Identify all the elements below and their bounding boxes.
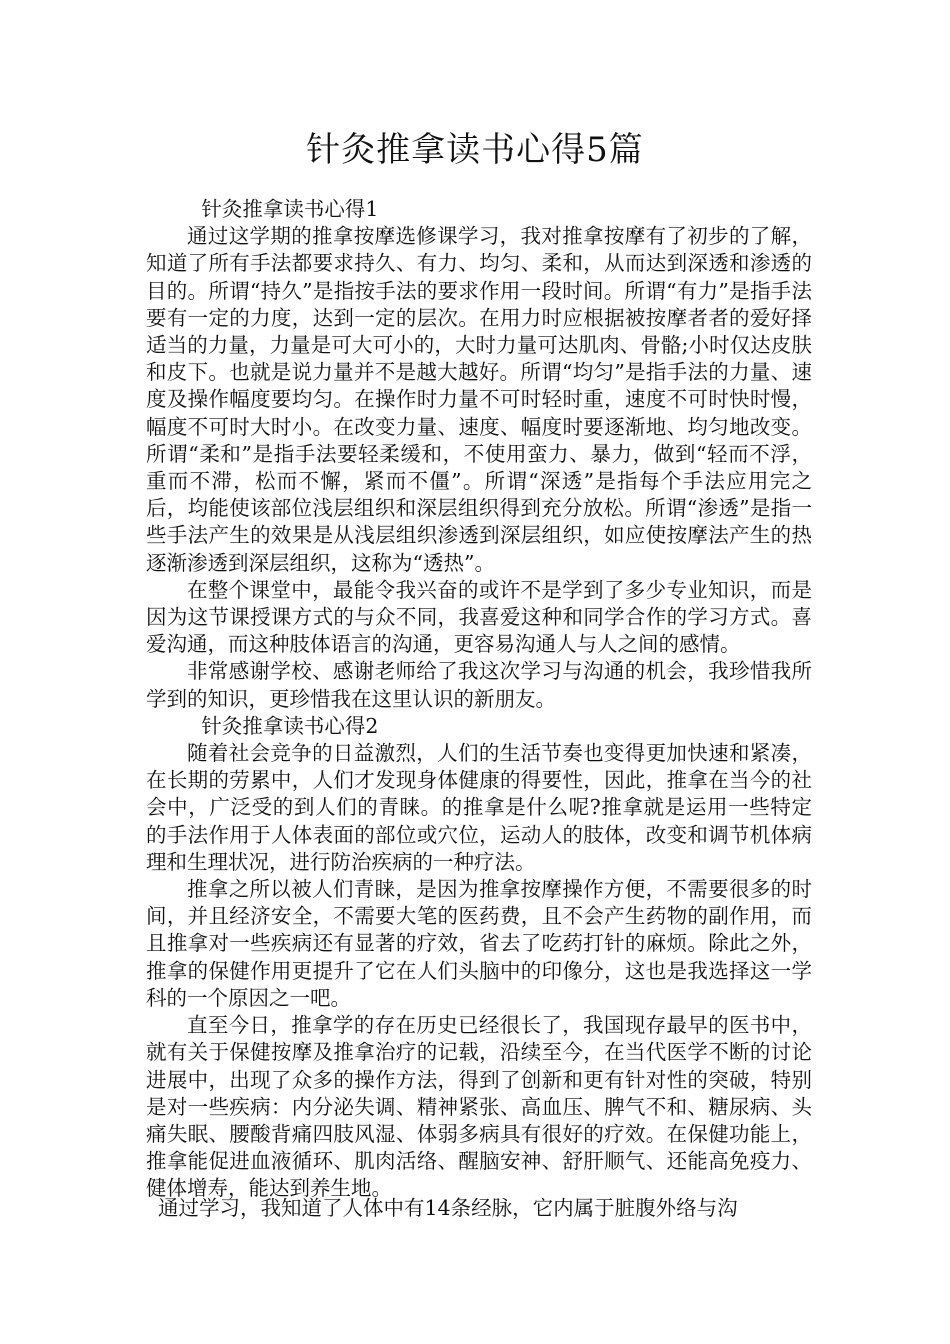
document-body xyxy=(146,196,812,1203)
trailing-paragraph: 通过学习，我知道了人体中有14条经脉，它内属于脏腹外络与沟 xyxy=(158,1196,738,1220)
section-1-paragraph-3: 非常感谢学校、感谢老师给了我这次学习与沟通的机会，我珍惜我所学到的知识，更珍惜我在这里认识的新朋友。 xyxy=(146,659,812,711)
section-1-paragraph-1: 通过这学期的推拿按摩选修课学习，我对推拿按摩有了初步的了解，知道了所有手法都要求持久、有力、均匀、柔和，从而达到深透和渗透的目的。所谓“持久”是指按手法的要求作用一段时间。所谓“有力”是指手法要有一定的力度，达到一定的层次。在用力时应根据被按摩者者的爱好择适当的力量，力量是可大可小的，大时力量可达肌肉、骨骼;小时仅达皮肤和皮下。也就是说力量并不是越大越好。所谓“均匀”是指手法的力量、速度及操作幅度要均匀。在操作时力量不可时轻时重，速度不可时快时慢，幅度不可时大时小。在改变力量、速度、幅度时要逐渐地、均匀地改变。所谓“柔和”是指手法要轻柔缓和，不使用蛮力、暴力，做到“轻而不浮，重而不滞，松而不懈，紧而不僵”。所谓“深透”是指每个手法应用完之后，均能使该部位浅层组织和深层组织得到充分放松。所谓“渗透”是指一些手法产生的效果是从浅层组织渗透到深层组织，如应使按摩法产生的热逐渐渗透到深层组织，这称为“透热”。 xyxy=(146,224,812,575)
section-1-paragraph-2: 在整个课堂中，最能令我兴奋的或许不是学到了多少专业知识，而是因为这节课授课方式的与众不同，我喜爱这种和同学合作的学习方式。喜爱沟通，而这种肢体语言的沟通，更容易沟通人与人之间的感情。 xyxy=(146,577,812,657)
section-heading-2: 针灸推拿读书心得2 xyxy=(201,713,379,738)
section-2-paragraph-3: 直至今日，推拿学的存在历史已经很长了，我国现存最早的医书中，就有关于保健按摩及推拿治疗的记载，沿续至今，在当代医学不断的讨论进展中，出现了众多的操作方法，得到了创新和更有针对性的突破，特别是对一些疾病：内分泌失调、精神紧张、高血压、脾气不和、糖尿病、头痛失眠、腰酸背痛四肢风湿、体弱多病具有很好的疗效。在保健功能上，推拿能促进血液循环、肌肉活络、醒脑安神、舒肝顺气、还能高免疫力、健体增寿，能达到养生地。 xyxy=(146,1013,812,1201)
section-heading-1: 针灸推拿读书心得1 xyxy=(201,197,379,221)
section-2-paragraph-2: 推拿之所以被人们青睐，是因为推拿按摩操作方便，不需要很多的时间，并且经济安全，不需要大笔的医药费，且不会产生药物的副作用，而且推拿对一些疾病还有显著的疗效，省去了吃药打针的麻烦。除此之外，推拿的保健作用更提升了它在人们头脑中的印像分，这也是我选择这一学科的一个原因之一吧。 xyxy=(146,877,812,1010)
section-2-paragraph-1: 随着社会竞争的日益激烈，人们的生活节奏也变得更加快速和紧凑，在长期的劳累中，人们才发现身体健康的得要性，因此，推拿在当今的社会中，广泛受的到人们的青睐。的推拿是什么呢?推拿就是运用一些特定的手法作用于人体表面的部位或穴位，运动人的肢体，改变和调节机体病理和生理状况，进行防治疾病的一种疗法。 xyxy=(146,741,812,874)
document-title: 针灸推拿读书心得5篇 xyxy=(306,130,644,170)
